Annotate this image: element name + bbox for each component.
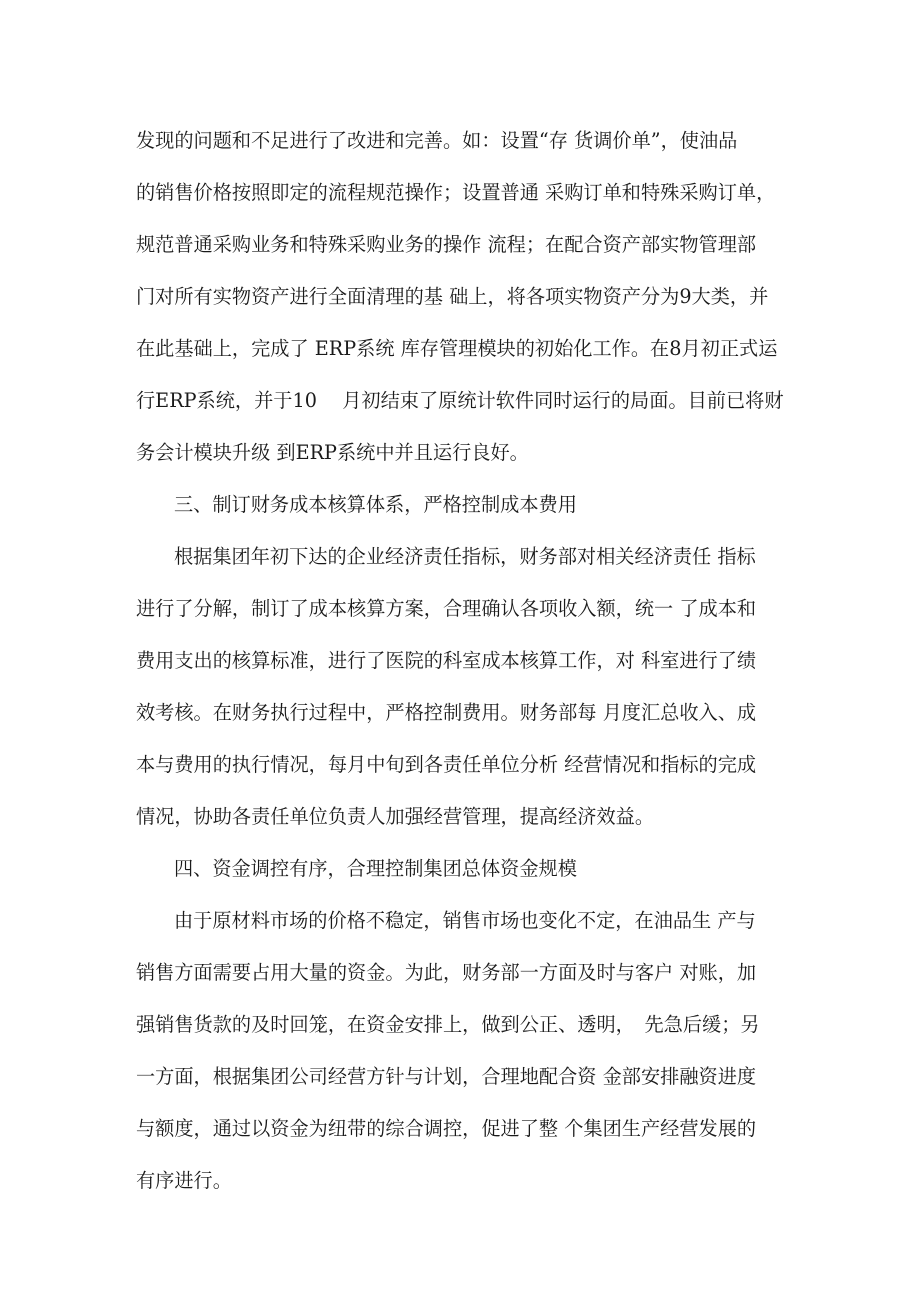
text-line: 一方面，根据集团公司经营方针与计划，合理地配合资 金部安排融资进度 bbox=[136, 1065, 757, 1088]
text-line: 行ERP系统，并于10 月初结束了原统计软件同时运行的局面。目前已将财 bbox=[136, 389, 784, 412]
text-line: 本与费用的执行情况，每月中旬到各责任单位分析 经营情况和指标的完成 bbox=[136, 753, 757, 776]
text-line: 情况，协助各责任单位负责人加强经营管理，提高经济效益。 bbox=[136, 805, 655, 828]
text-line: 发现的问题和不足进行了改进和完善。如：设置“存 货调价单”，使油品 bbox=[136, 129, 738, 152]
text-line: 四、资金调控有序，合理控制集团总体资金规模 bbox=[174, 857, 577, 880]
text-line: 费用支出的核算标准，进行了医院的科室成本核算工作，对 科室进行了绩 bbox=[136, 649, 757, 672]
text-line: 的销售价格按照即定的流程规范操作；设置普通 采购订单和特殊采购订单， bbox=[136, 181, 776, 204]
text-line: 根据集团年初下达的企业经济责任指标，财务部对相关经济责任 指标 bbox=[174, 545, 756, 568]
text-line: 与额度，通过以资金为纽带的综合调控，促进了整 个集团生产经营发展的 bbox=[136, 1117, 757, 1140]
text-line: 进行了分解，制订了成本核算方案，合理确认各项收入额，统一 了成本和 bbox=[136, 597, 757, 620]
text-line: 有序进行。 bbox=[136, 1169, 232, 1192]
text-line: 在此基础上，完成了 ERP系统 库存管理模块的初始化工作。在8月初正式运 bbox=[136, 337, 778, 360]
text-line: 效考核。在财务执行过程中，严格控制费用。财务部每 月度汇总收入、成 bbox=[136, 701, 757, 724]
text-line: 规范普通采购业务和特殊采购业务的操作 流程；在配合资产部实物管理部 bbox=[136, 233, 757, 256]
text-line: 销售方面需要占用大量的资金。为此，财务部一方面及时与客户 对账，加 bbox=[136, 961, 757, 984]
text-line: 三、制订财务成本核算体系，严格控制成本费用 bbox=[174, 493, 577, 516]
text-line: 强销售货款的及时回笼，在资金安排上，做到公正、透明， 先急后缓；另 bbox=[136, 1013, 760, 1036]
text-line: 门对所有实物资产进行全面清理的基 础上，将各项实物资产分为9大类，并 bbox=[136, 285, 769, 308]
text-line: 务会计模块升级 到ERP系统中并且运行良好。 bbox=[136, 441, 529, 464]
text-line: 由于原材料市场的价格不稳定，销售市场也变化不定，在油品生 产与 bbox=[174, 909, 756, 932]
